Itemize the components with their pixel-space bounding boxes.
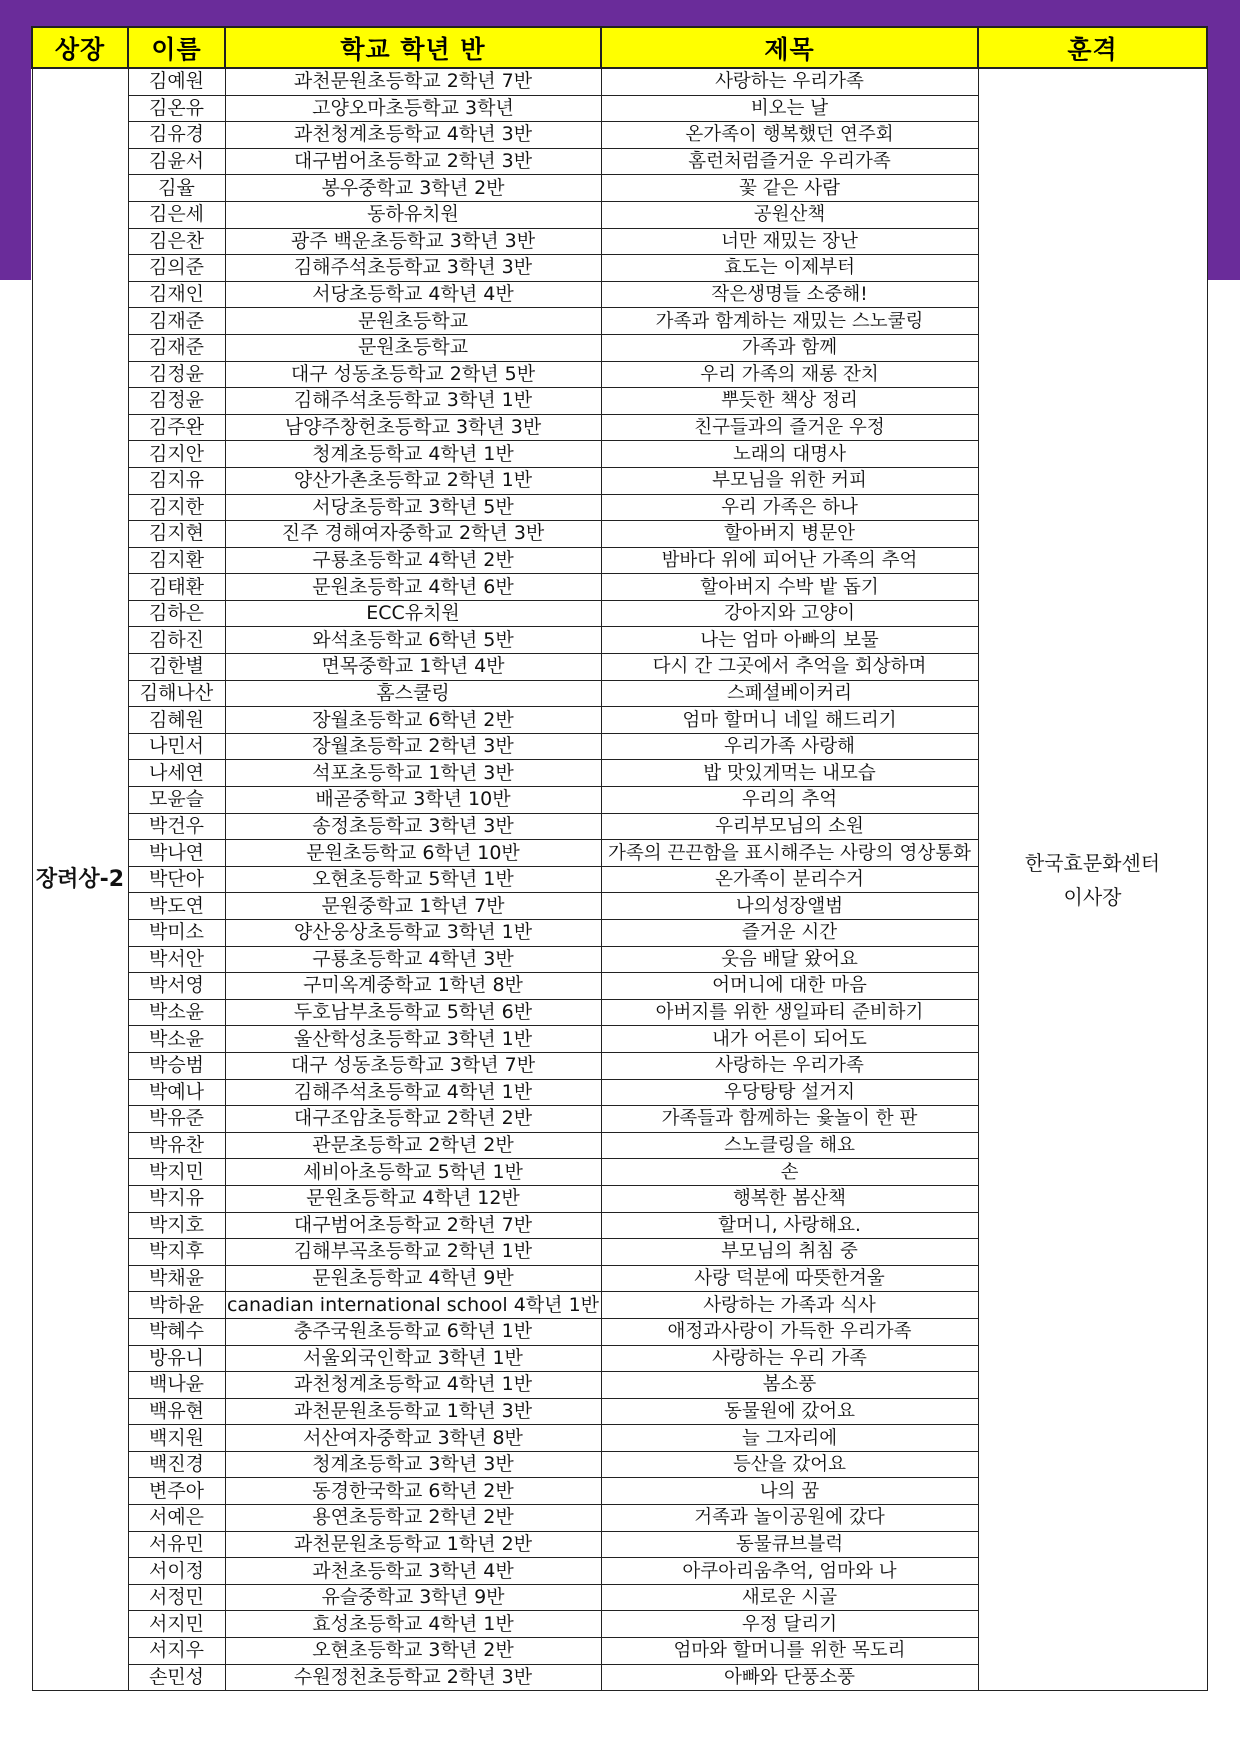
title-cell: 부모님을 위한 커피 [601, 467, 978, 494]
title-cell: 밤바다 위에 피어난 가족의 추억 [601, 547, 978, 574]
school-cell: 대구 성동초등학교 3학년 7반 [225, 1052, 601, 1079]
title-cell: 우리의 추억 [601, 787, 978, 814]
title-cell: 우정 달리기 [601, 1611, 978, 1638]
name-cell: 서유민 [128, 1531, 225, 1558]
school-cell: 대구범어초등학교 2학년 7반 [225, 1212, 601, 1239]
school-cell: 세비아초등학교 5학년 1반 [225, 1159, 601, 1186]
school-cell: 김해주석초등학교 3학년 3반 [225, 255, 601, 282]
title-cell: 사랑하는 우리가족 [601, 1052, 978, 1079]
school-cell: 청계초등학교 4학년 1반 [225, 441, 601, 468]
name-cell: 김정윤 [128, 388, 225, 415]
title-cell: 가족과 함계하는 재밌는 스노쿨링 [601, 308, 978, 335]
title-cell: 웃음 배달 왔어요 [601, 946, 978, 973]
title-cell: 동물큐브블럭 [601, 1531, 978, 1558]
name-cell: 김한별 [128, 654, 225, 681]
school-cell: 청계초등학교 3학년 3반 [225, 1451, 601, 1478]
title-cell: 사랑하는 우리 가족 [601, 1345, 978, 1372]
school-cell: 석포초등학교 1학년 3반 [225, 760, 601, 787]
header-remark: 훈격 [978, 27, 1207, 68]
school-cell: 서당초등학교 3학년 5반 [225, 494, 601, 521]
school-cell: 송정초등학교 3학년 3반 [225, 813, 601, 840]
title-cell: 사랑하는 가족과 식사 [601, 1292, 978, 1319]
title-cell: 즐거운 시간 [601, 920, 978, 947]
name-cell: 김지유 [128, 467, 225, 494]
title-cell: 우리부모님의 소원 [601, 813, 978, 840]
title-cell: 뿌듯한 책상 정리 [601, 388, 978, 415]
table-row [32, 68, 1207, 95]
name-cell: 김재준 [128, 334, 225, 361]
name-cell: 김율 [128, 175, 225, 202]
title-cell: 나는 엄마 아빠의 보물 [601, 627, 978, 654]
name-cell: 나민서 [128, 733, 225, 760]
name-cell: 백지원 [128, 1425, 225, 1452]
school-cell: 김해주석초등학교 4학년 1반 [225, 1079, 601, 1106]
school-cell: ECC유치원 [225, 600, 601, 627]
name-cell: 김지현 [128, 521, 225, 548]
title-cell: 우리 가족의 재롱 잔치 [601, 361, 978, 388]
title-cell: 공원산책 [601, 201, 978, 228]
name-cell: 박하윤 [128, 1292, 225, 1319]
title-cell: 애정과사랑이 가득한 우리가족 [601, 1318, 978, 1345]
title-cell: 사랑하는 우리가족 [601, 68, 978, 95]
title-cell: 아빠와 단풍소풍 [601, 1664, 978, 1691]
name-cell: 나세연 [128, 760, 225, 787]
school-cell: 문원초등학교 4학년 6반 [225, 574, 601, 601]
title-cell: 봄소풍 [601, 1372, 978, 1399]
title-cell: 가족과 함께 [601, 334, 978, 361]
school-cell: 서당초등학교 4학년 4반 [225, 281, 601, 308]
school-cell: 김해주석초등학교 3학년 1반 [225, 388, 601, 415]
name-cell: 백진경 [128, 1451, 225, 1478]
header-prize: 상장 [32, 27, 128, 68]
school-cell: 고양오마초등학교 3학년 [225, 95, 601, 122]
title-cell: 내가 어른이 되어도 [601, 1026, 978, 1053]
name-cell: 방유니 [128, 1345, 225, 1372]
title-cell: 할아버지 수박 밭 돕기 [601, 574, 978, 601]
school-cell: 서산여자중학교 3학년 8반 [225, 1425, 601, 1452]
title-cell: 할머니, 사랑해요. [601, 1212, 978, 1239]
school-cell: 구룡초등학교 4학년 2반 [225, 547, 601, 574]
title-cell: 친구들과의 즐거운 우정 [601, 414, 978, 441]
school-cell: 구미옥계중학교 1학년 8반 [225, 973, 601, 1000]
name-cell: 박서영 [128, 973, 225, 1000]
name-cell: 박혜수 [128, 1318, 225, 1345]
name-cell: 김예원 [128, 68, 225, 95]
school-cell: 문원중학교 1학년 7반 [225, 893, 601, 920]
school-cell: 배곧중학교 3학년 10반 [225, 787, 601, 814]
title-cell: 스페셜베이커리 [601, 680, 978, 707]
name-cell: 김혜원 [128, 707, 225, 734]
name-cell: 박지민 [128, 1159, 225, 1186]
name-cell: 박승범 [128, 1052, 225, 1079]
school-cell: 오현초등학교 3학년 2반 [225, 1638, 601, 1665]
school-cell: 와석초등학교 6학년 5반 [225, 627, 601, 654]
header-row [32, 27, 1207, 68]
name-cell: 김주완 [128, 414, 225, 441]
school-cell: 장월초등학교 6학년 2반 [225, 707, 601, 734]
name-cell: 서이정 [128, 1558, 225, 1585]
name-cell: 박미소 [128, 920, 225, 947]
name-cell: 박소윤 [128, 999, 225, 1026]
school-cell: 장월초등학교 2학년 3반 [225, 733, 601, 760]
title-cell: 동물원에 갔어요 [601, 1398, 978, 1425]
header-school: 학교 학년 반 [225, 27, 601, 68]
title-cell: 홈런처럼즐거운 우리가족 [601, 148, 978, 175]
title-cell: 온가족이 분리수거 [601, 866, 978, 893]
name-cell: 김태환 [128, 574, 225, 601]
school-cell: 서울외국인학교 3학년 1반 [225, 1345, 601, 1372]
name-cell: 박지호 [128, 1212, 225, 1239]
school-cell: 문원초등학교 6학년 10반 [225, 840, 601, 867]
name-cell: 김정윤 [128, 361, 225, 388]
title-cell: 사랑 덕분에 따뜻한겨울 [601, 1265, 978, 1292]
school-cell: 홈스쿨링 [225, 680, 601, 707]
school-cell: 진주 경해여자중학교 2학년 3반 [225, 521, 601, 548]
name-cell: 백유현 [128, 1398, 225, 1425]
school-cell: 문원초등학교 [225, 308, 601, 335]
title-cell: 거족과 놀이공원에 갔다 [601, 1505, 978, 1532]
title-cell: 행복한 봄산책 [601, 1185, 978, 1212]
school-cell: 충주국원초등학교 6학년 1반 [225, 1318, 601, 1345]
name-cell: 김하진 [128, 627, 225, 654]
school-cell: 광주 백운초등학교 3학년 3반 [225, 228, 601, 255]
name-cell: 박서안 [128, 946, 225, 973]
school-cell: 과천초등학교 3학년 4반 [225, 1558, 601, 1585]
title-cell: 스노클링을 해요 [601, 1132, 978, 1159]
school-cell: 문원초등학교 4학년 12반 [225, 1185, 601, 1212]
name-cell: 김재준 [128, 308, 225, 335]
title-cell: 엄마와 할머니를 위한 목도리 [601, 1638, 978, 1665]
school-cell: 김해부곡초등학교 2학년 1반 [225, 1239, 601, 1266]
name-cell: 박지유 [128, 1185, 225, 1212]
title-cell: 아쿠아리움추억, 엄마와 나 [601, 1558, 978, 1585]
remark-line-1: 한국효문화센터 [1024, 850, 1161, 875]
school-cell: 수원정천초등학교 2학년 3반 [225, 1664, 601, 1691]
title-cell: 손 [601, 1159, 978, 1186]
name-cell: 박예나 [128, 1079, 225, 1106]
name-cell: 김은세 [128, 201, 225, 228]
school-cell: 동경한국학교 6학년 2반 [225, 1478, 601, 1505]
name-cell: 박소윤 [128, 1026, 225, 1053]
school-cell: 과천문원초등학교 1학년 2반 [225, 1531, 601, 1558]
school-cell: 두호남부초등학교 5학년 6반 [225, 999, 601, 1026]
name-cell: 서예은 [128, 1505, 225, 1532]
title-cell: 온가족이 행복했던 연주회 [601, 122, 978, 149]
name-cell: 김지환 [128, 547, 225, 574]
title-cell: 우리 가족은 하나 [601, 494, 978, 521]
school-cell: 문원초등학교 4학년 9반 [225, 1265, 601, 1292]
prize-cell: 장려상-2 [32, 68, 128, 1691]
name-cell: 서지우 [128, 1638, 225, 1665]
title-cell: 새로운 시골 [601, 1584, 978, 1611]
title-cell: 노래의 대명사 [601, 441, 978, 468]
title-cell: 작은생명들 소중해! [601, 281, 978, 308]
name-cell: 박단아 [128, 866, 225, 893]
remark-cell [978, 68, 1207, 1691]
title-cell: 꽃 같은 사람 [601, 175, 978, 202]
school-cell: 구룡초등학교 4학년 3반 [225, 946, 601, 973]
title-cell: 할아버지 병문안 [601, 521, 978, 548]
title-cell: 부모님의 취침 중 [601, 1239, 978, 1266]
title-cell: 다시 간 그곳에서 추억을 회상하며 [601, 654, 978, 681]
name-cell: 김온유 [128, 95, 225, 122]
header-title: 제목 [601, 27, 978, 68]
name-cell: 김은찬 [128, 228, 225, 255]
name-cell: 서지민 [128, 1611, 225, 1638]
name-cell: 박채윤 [128, 1265, 225, 1292]
school-cell: 효성초등학교 4학년 1반 [225, 1611, 601, 1638]
school-cell: 양산가촌초등학교 2학년 1반 [225, 467, 601, 494]
name-cell: 박지후 [128, 1239, 225, 1266]
name-cell: 김재인 [128, 281, 225, 308]
title-cell: 등산을 갔어요 [601, 1451, 978, 1478]
title-cell: 효도는 이제부터 [601, 255, 978, 282]
name-cell: 김유경 [128, 122, 225, 149]
name-cell: 서정민 [128, 1584, 225, 1611]
school-cell: 오현초등학교 5학년 1반 [225, 866, 601, 893]
table-body [32, 68, 1207, 1691]
school-cell: 양산웅상초등학교 3학년 1반 [225, 920, 601, 947]
name-cell: 박유준 [128, 1106, 225, 1133]
school-cell: canadian international school 4학년 1반 [225, 1292, 601, 1319]
title-cell: 우당탕탕 설거지 [601, 1079, 978, 1106]
name-cell: 박도연 [128, 893, 225, 920]
school-cell: 대구범어초등학교 2학년 3반 [225, 148, 601, 175]
title-cell: 우리가족 사랑해 [601, 733, 978, 760]
title-cell: 가족의 끈끈함을 표시해주는 사랑의 영상통화 [601, 840, 978, 867]
name-cell: 김의준 [128, 255, 225, 282]
school-cell: 문원초등학교 [225, 334, 601, 361]
school-cell: 동하유치원 [225, 201, 601, 228]
school-cell: 대구 성동초등학교 2학년 5반 [225, 361, 601, 388]
title-cell: 가족들과 함께하는 윷놀이 한 판 [601, 1106, 978, 1133]
name-cell: 김지안 [128, 441, 225, 468]
school-cell: 관문초등학교 2학년 2반 [225, 1132, 601, 1159]
header-name: 이름 [128, 27, 225, 68]
name-cell: 백나윤 [128, 1372, 225, 1399]
name-cell: 모윤슬 [128, 787, 225, 814]
name-cell: 박건우 [128, 813, 225, 840]
remark-line-2: 이사장 [1063, 884, 1122, 909]
name-cell: 김윤서 [128, 148, 225, 175]
title-cell: 어머니에 대한 마음 [601, 973, 978, 1000]
title-cell: 비오는 날 [601, 95, 978, 122]
name-cell: 김하은 [128, 600, 225, 627]
school-cell: 남양주창헌초등학교 3학년 3반 [225, 414, 601, 441]
name-cell: 변주아 [128, 1478, 225, 1505]
title-cell: 나의 꿈 [601, 1478, 978, 1505]
name-cell: 김해나산 [128, 680, 225, 707]
title-cell: 늘 그자리에 [601, 1425, 978, 1452]
school-cell: 용연초등학교 2학년 2반 [225, 1505, 601, 1532]
school-cell: 울산학성초등학교 3학년 1반 [225, 1026, 601, 1053]
school-cell: 유슬중학교 3학년 9반 [225, 1584, 601, 1611]
school-cell: 봉우중학교 3학년 2반 [225, 175, 601, 202]
title-cell: 강아지와 고양이 [601, 600, 978, 627]
name-cell: 김지한 [128, 494, 225, 521]
title-cell: 엄마 할머니 네일 해드리기 [601, 707, 978, 734]
title-cell: 나의성장앨범 [601, 893, 978, 920]
name-cell: 박유찬 [128, 1132, 225, 1159]
school-cell: 과천청계초등학교 4학년 1반 [225, 1372, 601, 1399]
name-cell: 박나연 [128, 840, 225, 867]
name-cell: 손민성 [128, 1664, 225, 1691]
school-cell: 면목중학교 1학년 4반 [225, 654, 601, 681]
award-list-table [31, 26, 1208, 1691]
title-cell: 밥 맛있게먹는 내모습 [601, 760, 978, 787]
title-cell: 너만 재밌는 장난 [601, 228, 978, 255]
school-cell: 대구조암초등학교 2학년 2반 [225, 1106, 601, 1133]
school-cell: 과천문원초등학교 1학년 3반 [225, 1398, 601, 1425]
title-cell: 아버지를 위한 생일파티 준비하기 [601, 999, 978, 1026]
school-cell: 과천문원초등학교 2학년 7반 [225, 68, 601, 95]
school-cell: 과천청계초등학교 4학년 3반 [225, 122, 601, 149]
